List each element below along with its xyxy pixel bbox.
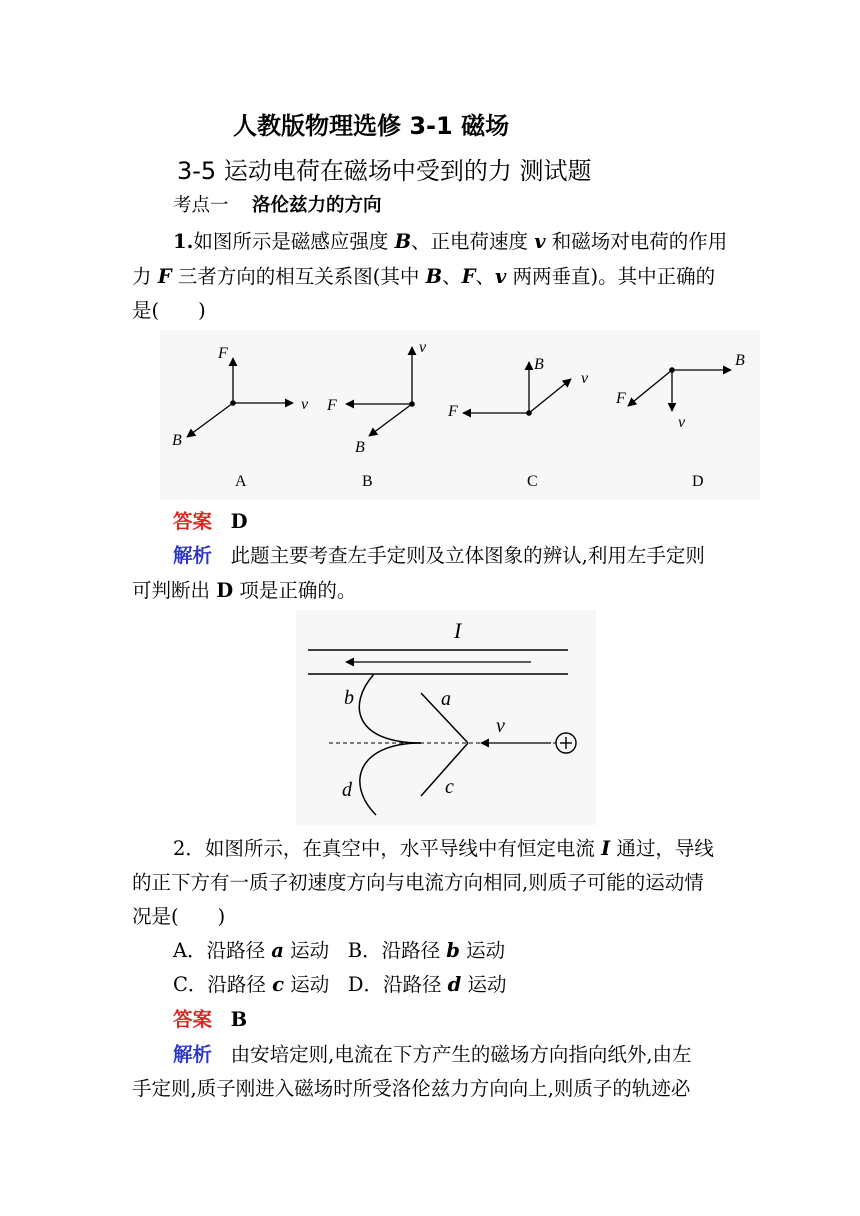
q1-line1 bbox=[173, 229, 727, 255]
option-a: A．沿路径 a 运动 bbox=[173, 939, 330, 962]
answer-label: 答案 bbox=[173, 1008, 213, 1031]
q1-number: 1. bbox=[173, 230, 194, 253]
q2-line3: 况是( ) bbox=[132, 905, 226, 928]
answer-value: D bbox=[230, 510, 248, 533]
answer-value: B bbox=[230, 1008, 248, 1031]
q1-line3: 是( ) bbox=[132, 299, 206, 322]
q2-line1 bbox=[173, 836, 714, 862]
analysis-text: 此题主要考查左手定则及立体图象的辨认,利用左手定则 bbox=[230, 544, 705, 567]
q2-symbol: I bbox=[601, 837, 611, 860]
q1-text: 、 bbox=[475, 265, 495, 288]
q1-analysis-line2 bbox=[132, 578, 356, 604]
label-d: d bbox=[342, 779, 352, 801]
document-subtitle: 3-5 运动电荷在磁场中受到的力 测试题 bbox=[177, 157, 592, 185]
label-v: v bbox=[496, 715, 505, 737]
q2-text: 通过，导线 bbox=[610, 837, 714, 860]
answer-label: 答案 bbox=[173, 510, 213, 533]
q1-text: 、 bbox=[442, 265, 462, 288]
q2-options-row2 bbox=[173, 972, 507, 998]
analysis-text: 可判断出 bbox=[132, 579, 217, 602]
q1-text: 、正电荷速度 bbox=[411, 230, 535, 253]
q1-text: 和磁场对电荷的作用 bbox=[545, 230, 728, 253]
q2-text: 2．如图所示，在真空中，水平导线中有恒定电流 bbox=[173, 837, 602, 860]
option-b: B．沿路径 b 运动 bbox=[347, 939, 506, 962]
q1-symbol: v bbox=[494, 265, 507, 288]
q1-line2 bbox=[132, 264, 715, 290]
q2-analysis-line1 bbox=[173, 1042, 692, 1068]
q1-symbol: v bbox=[534, 230, 546, 253]
q2-figure bbox=[296, 610, 596, 825]
q1-symbol: B bbox=[394, 230, 412, 253]
current-label: I bbox=[454, 618, 462, 643]
q1-analysis-line1 bbox=[173, 543, 705, 569]
q1-symbol: F bbox=[461, 265, 476, 288]
diagram-label-b: B bbox=[362, 473, 373, 490]
q1-figure bbox=[160, 330, 760, 500]
q1-text: 力 bbox=[132, 265, 158, 288]
q2-answer bbox=[173, 1007, 247, 1033]
diagram-a-v: v bbox=[301, 396, 309, 413]
diagram-d-F: F bbox=[616, 390, 626, 407]
diagram-b-v: v bbox=[419, 339, 427, 356]
diagram-a-F: F bbox=[218, 345, 228, 362]
q1-text: 三者方向的相互关系图(其中 bbox=[171, 265, 426, 288]
diagram-label-c: C bbox=[527, 473, 538, 490]
q2-analysis-line2: 手定则,质子刚进入磁场时所受洛伦兹力方向向上,则质子的轨迹必 bbox=[132, 1077, 691, 1100]
q1-answer bbox=[173, 509, 248, 535]
q2-options-row1 bbox=[173, 938, 505, 964]
diagram-c-F: F bbox=[448, 403, 458, 420]
q1-text: 如图所示是磁感应强度 bbox=[193, 230, 395, 253]
diagram-a-B: B bbox=[172, 432, 182, 449]
analysis-label: 解析 bbox=[173, 1043, 213, 1066]
section-name: 洛伦兹力的方向 bbox=[252, 195, 382, 216]
q1-text: 两两垂直)。其中正确的 bbox=[506, 265, 716, 288]
analysis-text: 由安培定则,电流在下方产生的磁场方向指向纸外,由左 bbox=[230, 1043, 692, 1066]
analysis-text: D bbox=[216, 579, 234, 602]
label-a: a bbox=[441, 688, 451, 710]
diagram-d-B: B bbox=[735, 352, 745, 369]
q1-symbol: B bbox=[425, 265, 443, 288]
q1-symbol: F bbox=[157, 265, 172, 288]
diagram-label-d: D bbox=[692, 473, 704, 490]
analysis-text: 项是正确的。 bbox=[233, 579, 357, 602]
diagram-c-v: v bbox=[581, 370, 589, 387]
diagram-b-B: B bbox=[355, 439, 365, 456]
option-d: D．沿路径 d 运动 bbox=[347, 973, 507, 996]
document-title: 人教版物理选修 3-1 磁场 bbox=[233, 112, 510, 140]
q2-line2: 的正下方有一质子初速度方向与电流方向相同,则质子可能的运动情 bbox=[132, 871, 704, 894]
section-heading bbox=[173, 193, 382, 219]
section-label: 考点一 bbox=[173, 195, 229, 216]
label-b: b bbox=[344, 687, 354, 709]
diagram-c-B: B bbox=[534, 356, 544, 373]
diagram-label-a: A bbox=[235, 473, 247, 490]
diagram-d-v: v bbox=[678, 414, 686, 431]
option-c: C．沿路径 c 运动 bbox=[173, 973, 330, 996]
analysis-label: 解析 bbox=[173, 544, 213, 567]
label-c: c bbox=[445, 776, 454, 798]
diagram-b-F: F bbox=[327, 397, 337, 414]
